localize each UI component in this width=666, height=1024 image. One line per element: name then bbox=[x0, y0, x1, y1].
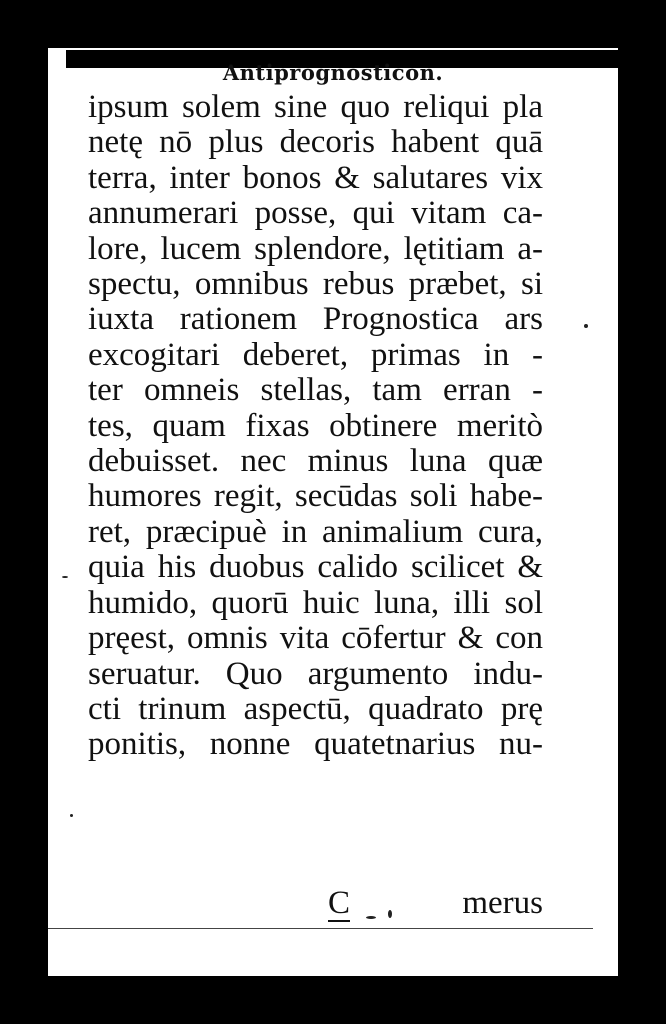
ink-speck bbox=[584, 324, 588, 328]
catchword: merus bbox=[462, 885, 543, 921]
book-page bbox=[48, 48, 618, 976]
text-line: ret, præcipuè in animalium cura, bbox=[88, 513, 543, 550]
text-line: netę nō plus decoris habent quā bbox=[88, 124, 543, 161]
text-line: terra, inter bonos & salutares vix bbox=[88, 159, 543, 196]
text-line: iuxta rationem Prognostica ars bbox=[88, 301, 543, 338]
ink-speck bbox=[388, 910, 392, 918]
text-line: annumerari posse, qui vitam ca- bbox=[88, 195, 543, 232]
text-line: humido, quorū huic luna, illi sol bbox=[88, 584, 543, 621]
signature-mark: C bbox=[328, 885, 351, 921]
text-line: excogitari deberet, primas in - bbox=[88, 336, 543, 373]
text-line: pręest, omnis vita cōfertur & con bbox=[88, 620, 543, 657]
text-line: spectu, omnibus rebus præbet, si bbox=[88, 266, 543, 303]
text-line: ponitis, nonne quatetnarius nu- bbox=[88, 726, 543, 763]
text-line: humores regit, secūdas soli habe- bbox=[88, 478, 543, 515]
text-line: quia his duobus calido scilicet & bbox=[88, 549, 543, 586]
bottom-border bbox=[48, 928, 593, 929]
running-head: Antiprognosticon. bbox=[222, 60, 444, 85]
body-text bbox=[88, 90, 543, 763]
text-line: ter omneis stellas, tam erran - bbox=[88, 372, 543, 409]
ink-speck bbox=[366, 916, 376, 919]
text-line: debuisset. nec minus luna quæ bbox=[88, 443, 543, 480]
text-line: seruatur. Quo argumento indu- bbox=[88, 655, 543, 692]
ink-speck bbox=[62, 576, 68, 578]
text-line: ipsum solem sine quo reliqui pla bbox=[88, 89, 543, 125]
text-line: cti trinum aspectū, quadrato prę bbox=[88, 690, 543, 727]
page-footer bbox=[88, 886, 543, 926]
ink-speck bbox=[70, 814, 73, 817]
text-line: tes, quam fixas obtinere meritò bbox=[88, 407, 543, 444]
text-line: lore, lucem splendore, lętitiam a- bbox=[88, 230, 543, 267]
